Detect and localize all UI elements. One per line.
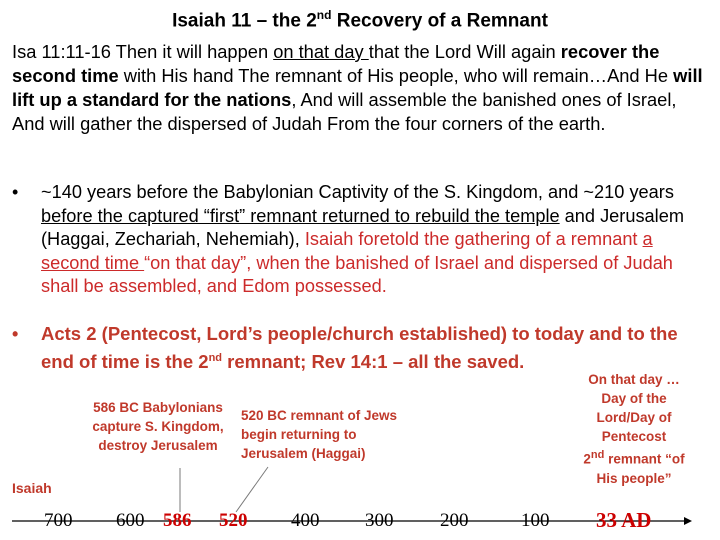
timeline-label: 300: [365, 510, 394, 531]
note-that-day: On that day … Day of the Lord/Day of Pentecost 2nd remnant “of His people”: [583, 372, 685, 486]
timeline-label: 100: [521, 510, 550, 531]
timeline-label: 33 AD: [596, 508, 652, 532]
page-title: Isaiah 11 – the 2nd Recovery of a Remnant: [172, 8, 548, 32]
note-586bc: 586 BC Babylonians capture S. Kingdom, destroy Jerusalem: [92, 400, 224, 453]
timeline-label: 700: [44, 510, 73, 531]
timeline-label: 586: [163, 510, 192, 531]
timeline-label: 600: [116, 510, 145, 531]
timeline-arrow-icon: [684, 517, 692, 525]
connector-520: [236, 467, 268, 512]
bullet-text: ~140 years before the Babylonian Captivity of the S. Kingdom, and ~210 years before the captured “first” remnant returned to rebuild the temple and Jerusalem (Haggai, Zechariah, Nehemiah), Isaiah foretold the gathering of a remnant a second time “on that day”, when the banished of Israel and dispersed of Judah shall be assembled, and Edom possessed.: [41, 182, 684, 296]
timeline-label: 520: [219, 510, 248, 531]
timeline-label: 400: [291, 510, 320, 531]
bullet-marker: •: [12, 324, 19, 344]
isaiah-label: Isaiah: [12, 480, 52, 496]
timeline-label: 200: [440, 510, 469, 531]
bullet-text: Acts 2 (Pentecost, Lord’s people/church established) to today and to the end of time is the 2nd remnant; Rev 14:1 – all the saved.: [41, 323, 678, 373]
note-520bc: 520 BC remnant of Jews begin returning to Jerusalem (Haggai): [241, 408, 398, 461]
scripture-passage: Isa 11:11-16 Then it will happen on that day that the Lord Will again recover the second time with His hand The remnant of His people, who will remain…And He will lift up a standard for the nations, And will assemble the banished ones of Israel, And will gather the dispersed of Judah From the four corners of the earth.: [12, 41, 703, 134]
bullet-marker: •: [12, 182, 19, 202]
